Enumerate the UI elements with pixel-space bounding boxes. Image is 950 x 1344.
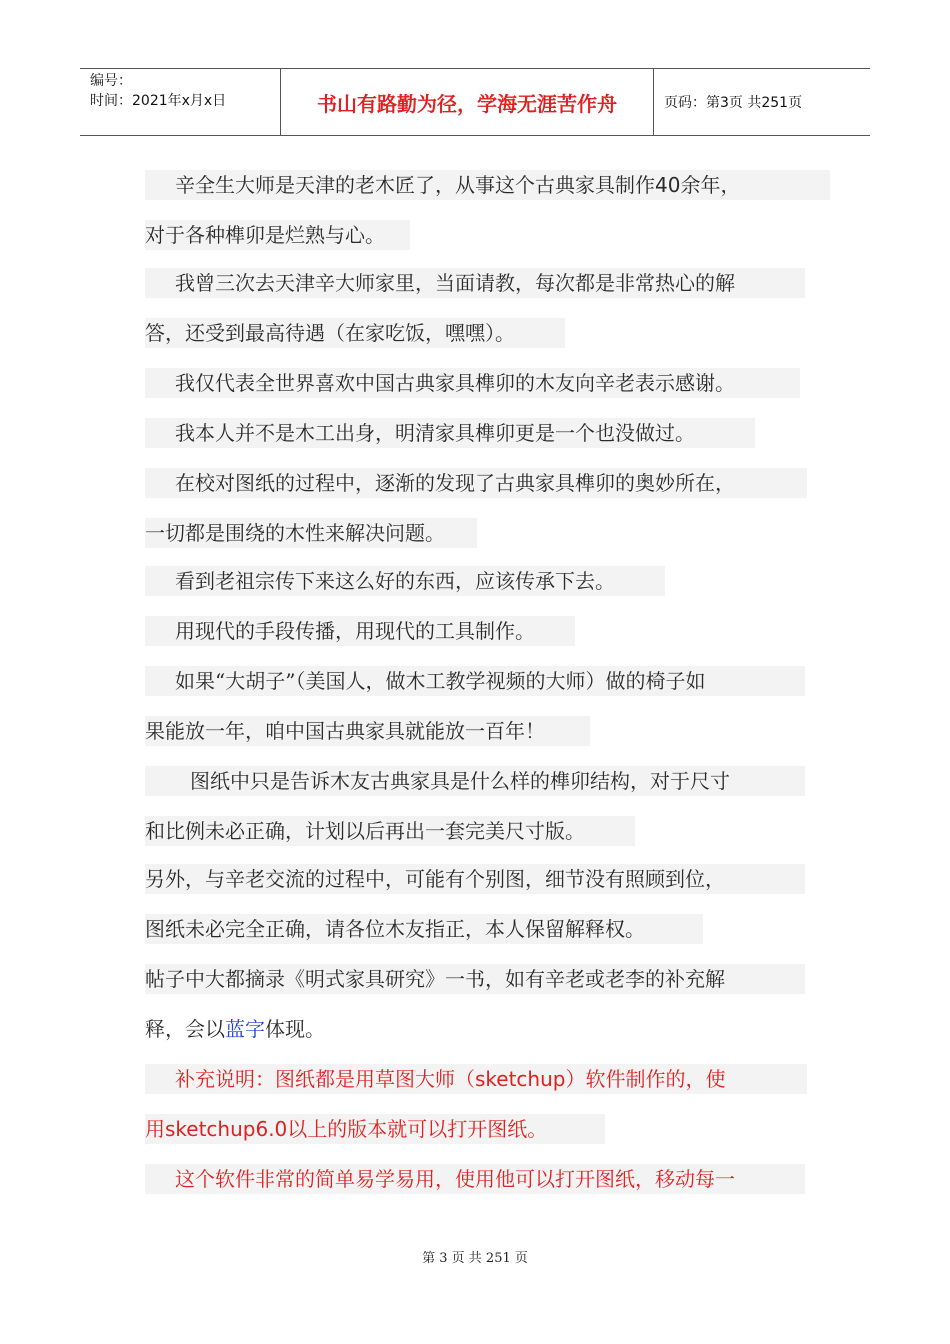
paragraph-line: 看到老祖宗传下来这么好的东西，应该传承下去。 (145, 566, 665, 596)
paragraph-line: 用现代的手段传播，用现代的工具制作。 (145, 616, 575, 646)
paragraph-line: 补充说明：图纸都是用草图大师（sketchup）软件制作的，使 (145, 1064, 807, 1094)
paragraph-line: 我曾三次去天津辛大师家里，当面请教，每次都是非常热心的解 (145, 268, 805, 298)
header-page-info: 页码：第3页 共251页 (664, 95, 803, 111)
line-text: 释，会以 (145, 1017, 225, 1041)
paragraph-line: 对于各种榫卯是烂熟与心。 (145, 220, 410, 250)
paragraph-line: 图纸中只是告诉木友古典家具是什么样的榫卯结构，对于尺寸 (145, 766, 805, 796)
paragraph-line: 如果“大胡子”（美国人，做木工教学视频的大师）做的椅子如 (145, 666, 805, 696)
paragraph-line: 帖子中大都摘录《明式家具研究》一书，如有辛老或老李的补充解 (145, 964, 805, 994)
paragraph-line: 我本人并不是木工出身，明清家具榫卯更是一个也没做过。 (145, 418, 755, 448)
paragraph-line: 一切都是围绕的木性来解决问题。 (145, 518, 477, 548)
paragraph-line: 答，还受到最高待遇（在家吃饭，嘿嘿）。 (145, 318, 565, 348)
blue-text-highlight: 蓝字 (225, 1017, 265, 1041)
paragraph-line: 图纸未必完全正确，请各位木友指正，本人保留解释权。 (145, 914, 703, 944)
header-motto: 书山有路勤为径，学海无涯苦作舟 (281, 69, 654, 135)
paragraph-line (145, 1014, 345, 1044)
paragraph-line: 果能放一年，咱中国古典家具就能放一百年！ (145, 716, 590, 746)
paragraph-line: 和比例未必正确，计划以后再出一套完美尺寸版。 (145, 816, 635, 846)
paragraph-line: 这个软件非常的简单易学易用，使用他可以打开图纸，移动每一 (145, 1164, 805, 1194)
number-label: 编号： (90, 73, 132, 89)
header-meta-cell (80, 69, 281, 135)
paragraph-line: 另外，与辛老交流的过程中，可能有个别图，细节没有照顾到位， (145, 864, 805, 894)
page-footer: 第 3 页 共 251 页 (422, 1251, 528, 1266)
paragraph-line: 在校对图纸的过程中，逐渐的发现了古典家具榫卯的奥妙所在， (145, 468, 807, 498)
paragraph-line: 用sketchup6.0以上的版本就可以打开图纸。 (145, 1114, 605, 1144)
time-label: 时间：2021年x月x日 (90, 93, 227, 109)
header-table (80, 68, 870, 136)
paragraph-line: 我仅代表全世界喜欢中国古典家具榫卯的木友向辛老表示感谢。 (145, 368, 800, 398)
paragraph-line: 辛全生大师是天津的老木匠了，从事这个古典家具制作40余年， (145, 170, 830, 200)
line-text: 体现。 (265, 1017, 325, 1041)
